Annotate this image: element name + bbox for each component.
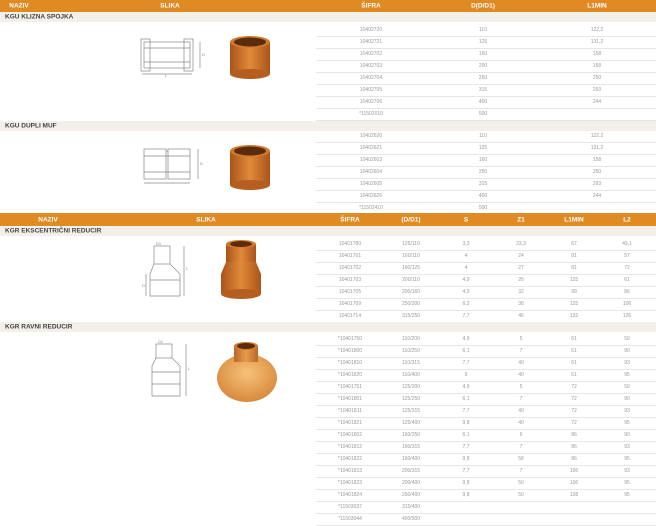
- table-cell: 38: [518, 301, 524, 307]
- table-cell: *10401820: [337, 372, 363, 378]
- svg-text:L: L: [188, 366, 191, 371]
- table-cell: 106: [569, 480, 579, 486]
- table-header: [0, 213, 656, 226]
- table-cell: 93: [624, 468, 630, 474]
- table-cell: *10401750: [337, 336, 363, 342]
- table-cell: 160/125: [401, 265, 421, 271]
- table-cell: 59: [624, 384, 630, 390]
- table-cell: 293: [592, 181, 602, 187]
- table-cell: 6: [519, 432, 523, 438]
- table-cell: 93: [624, 408, 630, 414]
- table-cell: *10401751: [337, 384, 363, 390]
- table-cell: 500: [478, 205, 488, 211]
- table-cell: *10401802: [337, 432, 363, 438]
- table-cell: 10402626: [359, 193, 383, 199]
- table-cell: 10402704: [359, 75, 383, 81]
- table-cell: 40: [518, 420, 524, 426]
- table-cell: 250: [592, 75, 602, 81]
- table-cell: 131,2: [590, 145, 604, 151]
- table-cell: *10401800: [337, 348, 363, 354]
- table-cell: 86: [571, 432, 577, 438]
- table-cell: 160/315: [401, 444, 421, 450]
- table-cell: 110/200: [402, 336, 420, 342]
- table-cell: 244: [592, 99, 602, 105]
- table-cell: *10401811: [338, 408, 362, 414]
- table-cell: 110/250: [402, 348, 420, 354]
- table-cell: 158: [592, 51, 602, 57]
- section-title: KGU DUPLI MUF: [0, 121, 656, 131]
- table-cell: 10401702: [338, 265, 362, 271]
- col-lmin: L1MIN: [564, 216, 584, 223]
- table-cell: 10401701: [338, 253, 362, 259]
- table-cell: 131,2: [590, 39, 604, 45]
- table-cell: 9,8: [462, 480, 470, 486]
- table-cell: 72: [571, 420, 577, 426]
- klizna-spojka-photo: [226, 34, 274, 80]
- table-row: [316, 513, 656, 526]
- table-cell: *10401824: [337, 492, 363, 498]
- col-sifra: ŠIFRA: [361, 2, 381, 10]
- table-cell: 49,1: [622, 241, 632, 247]
- table-cell: 250: [592, 169, 602, 175]
- table-cell: 23,3: [516, 241, 526, 247]
- table-cell: 40: [518, 372, 524, 378]
- table-cell: 9: [464, 372, 468, 378]
- table-cell: 86: [571, 456, 577, 462]
- table-cell: 125: [478, 39, 488, 45]
- table-cell: 10402604: [359, 169, 383, 175]
- table-cell: 72: [571, 384, 577, 390]
- table-cell: 3,3: [462, 241, 470, 247]
- table-cell: 250/200: [401, 301, 421, 307]
- col-d: D(D/D1): [471, 2, 495, 10]
- table-cell: 200/160: [401, 289, 421, 295]
- table-cell: 10402603: [359, 157, 383, 163]
- table-cell: 27: [518, 265, 524, 271]
- table-cell: 7: [519, 396, 523, 402]
- col-z1: Z1: [517, 216, 525, 223]
- col-slika: SLIKA: [160, 2, 180, 10]
- table-cell: 81: [571, 253, 577, 259]
- table-cell: *11503037: [338, 504, 362, 510]
- table-cell: 32: [518, 289, 524, 295]
- ravni-reducir-drawing: [146, 340, 196, 402]
- table-cell: 125: [478, 145, 488, 151]
- table-cell: 9,8: [462, 456, 470, 462]
- table-cell: 10402706: [359, 99, 383, 105]
- table-cell: *10401821: [337, 420, 363, 426]
- table-cell: 61: [624, 277, 630, 283]
- table-cell: 61: [571, 372, 577, 378]
- col-naziv: NAZIV: [9, 2, 29, 10]
- table-cell: 125/200: [401, 384, 421, 390]
- table-cell: 72: [571, 408, 577, 414]
- svg-text:D: D: [202, 52, 205, 57]
- table-cell: 95: [624, 492, 630, 498]
- table-cell: *10401801: [337, 396, 363, 402]
- table-cell: 72: [624, 265, 630, 271]
- table-cell: 26: [518, 277, 524, 283]
- table-cell: 160/400: [401, 456, 421, 462]
- table-cell: 59: [624, 336, 630, 342]
- table-cell: 10401703: [338, 277, 362, 283]
- table-cell: 7: [519, 348, 523, 354]
- table-cell: 61: [571, 348, 577, 354]
- table-cell: *10401823: [337, 480, 363, 486]
- table-cell: 160: [478, 157, 488, 163]
- table-cell: 125: [569, 277, 579, 283]
- table-cell: 132: [569, 313, 579, 319]
- section-title: KGR EKSCENTRIČNI REDUCIR: [0, 226, 656, 236]
- table-cell: 9,8: [462, 420, 470, 426]
- table-cell: 10401780: [338, 241, 362, 247]
- table-cell: 125/400: [401, 420, 421, 426]
- table-cell: 4,9: [462, 336, 470, 342]
- table-cell: 7: [519, 468, 523, 474]
- table-cell: 4,9: [462, 277, 470, 283]
- table-cell: 200: [478, 63, 488, 69]
- table-cell: 95: [624, 480, 630, 486]
- table-cell: 57: [624, 253, 630, 259]
- section-title: KGU KLIZNA SPOJKA: [0, 12, 656, 22]
- col-s: S: [463, 216, 469, 223]
- table-cell: 95: [624, 372, 630, 378]
- table-cell: 10401709: [338, 301, 362, 307]
- col-d: (D/D1): [401, 216, 421, 223]
- table-cell: 200/110: [402, 277, 420, 283]
- table-cell: 400: [478, 99, 488, 105]
- table-cell: 110/400: [402, 372, 420, 378]
- table-cell: 160/250: [401, 432, 421, 438]
- table-cell: 4: [464, 265, 468, 271]
- table-cell: 7,7: [462, 313, 470, 319]
- table-cell: 244: [592, 193, 602, 199]
- klizna-spojka-drawing: [138, 36, 210, 78]
- svg-text:L: L: [186, 266, 189, 271]
- table-cell: 4,9: [462, 384, 470, 390]
- table-cell: 6,1: [462, 348, 470, 354]
- table-cell: 110: [479, 27, 487, 33]
- table-cell: 93: [624, 360, 630, 366]
- table-cell: *11502010: [359, 111, 383, 117]
- col-naziv: NAZIV: [38, 216, 58, 223]
- table-cell: 7,7: [462, 408, 470, 414]
- table-cell: 81: [571, 265, 577, 271]
- table-cell: 125/315: [401, 408, 421, 414]
- table-cell: 93: [624, 444, 630, 450]
- dupli-muf-drawing: [140, 145, 212, 187]
- ravni-reducir-photo: [214, 340, 280, 404]
- table-cell: 40: [518, 408, 524, 414]
- table-cell: 6,1: [462, 432, 470, 438]
- table-cell: 160: [478, 51, 488, 57]
- table-cell: 58: [518, 456, 524, 462]
- col-sifra: ŠIFRA: [340, 216, 360, 223]
- table-cell: 5: [519, 336, 523, 342]
- table-cell: 500: [478, 111, 488, 117]
- table-cell: *10401810: [337, 360, 363, 366]
- table-cell: 110: [479, 133, 487, 139]
- svg-text:D1: D1: [156, 241, 162, 246]
- table-cell: 86: [571, 444, 577, 450]
- table-cell: 46: [518, 313, 524, 319]
- table-cell: 122,2: [590, 27, 604, 33]
- table-cell: *11503044: [338, 516, 362, 522]
- table-cell: 125/110: [402, 241, 420, 247]
- table-cell: 10401714: [338, 313, 362, 319]
- table-cell: 24: [518, 253, 524, 259]
- table-cell: 10402621: [359, 145, 383, 151]
- table-cell: 10402703: [359, 63, 383, 69]
- table-cell: 125/250: [401, 396, 421, 402]
- table-cell: *10401813: [337, 468, 363, 474]
- table-cell: 6,2: [462, 301, 470, 307]
- table-cell: 9,8: [462, 492, 470, 498]
- table-cell: 6,1: [462, 396, 470, 402]
- table-cell: 72: [571, 396, 577, 402]
- svg-text:D: D: [142, 283, 145, 288]
- table-cell: 200/400: [401, 480, 421, 486]
- table-cell: 315/250: [401, 313, 421, 319]
- table-cell: 315: [478, 87, 488, 93]
- svg-text:D: D: [200, 161, 203, 166]
- table-cell: 50: [518, 480, 524, 486]
- table-cell: *11502410: [359, 205, 383, 211]
- section-title: KGR RAVNI REDUCIR: [0, 322, 656, 332]
- table-cell: 99: [571, 289, 577, 295]
- table-cell: 400: [478, 193, 488, 199]
- table-cell: 250: [478, 75, 488, 81]
- dupli-muf-photo: [226, 143, 274, 191]
- table-cell: 5: [519, 384, 523, 390]
- table-cell: 106: [569, 468, 579, 474]
- table-cell: 4: [464, 253, 468, 259]
- table-cell: 4,9: [462, 289, 470, 295]
- table-cell: 122,2: [590, 133, 604, 139]
- table-cell: 67: [571, 241, 577, 247]
- table-cell: 106: [622, 301, 632, 307]
- table-cell: 400/500: [401, 516, 421, 522]
- svg-text:L: L: [165, 73, 168, 78]
- table-cell: 10402605: [359, 181, 383, 187]
- table-cell: 95: [624, 456, 630, 462]
- ekscentricni-reducir-drawing: [142, 240, 196, 302]
- table-cell: 7,7: [462, 444, 470, 450]
- table-cell: 158: [592, 63, 602, 69]
- table-header: [0, 0, 656, 12]
- table-cell: 40: [518, 360, 524, 366]
- table-cell: 61: [571, 336, 577, 342]
- table-cell: 10401705: [338, 289, 362, 295]
- table-cell: 7: [519, 444, 523, 450]
- table-cell: 95: [624, 420, 630, 426]
- ekscentricni-reducir-photo: [218, 238, 264, 302]
- table-cell: 7,7: [462, 468, 470, 474]
- table-cell: 10402702: [359, 51, 383, 57]
- table-cell: 158: [592, 157, 602, 163]
- table-cell: 7,7: [462, 360, 470, 366]
- table-cell: 126: [622, 313, 632, 319]
- table-cell: 50: [518, 492, 524, 498]
- table-cell: 10402720: [359, 27, 383, 33]
- table-cell: 10402620: [359, 133, 383, 139]
- table-cell: 10402705: [359, 87, 383, 93]
- table-cell: 315: [478, 181, 488, 187]
- table-cell: 86: [624, 289, 630, 295]
- table-cell: 138: [569, 492, 579, 498]
- table-cell: 250: [478, 169, 488, 175]
- svg-text:D1: D1: [158, 340, 164, 344]
- table-row: [316, 108, 656, 121]
- table-cell: 250/400: [401, 492, 421, 498]
- table-cell: 110/315: [402, 360, 420, 366]
- table-cell: 160/110: [402, 253, 420, 259]
- table-cell: *10401812: [337, 444, 363, 450]
- col-slika: SLIKA: [196, 216, 216, 223]
- col-lmin: L1MIN: [587, 2, 607, 10]
- table-cell: 293: [592, 87, 602, 93]
- table-cell: 125: [569, 301, 579, 307]
- col-l2: L2: [623, 216, 631, 223]
- table-cell: 10402721: [359, 39, 383, 45]
- table-cell: 200/315: [401, 468, 421, 474]
- table-cell: 90: [624, 396, 630, 402]
- table-cell: 315/400: [401, 504, 421, 510]
- table-cell: 61: [571, 360, 577, 366]
- table-cell: 90: [624, 432, 630, 438]
- table-cell: *10401822: [337, 456, 363, 462]
- table-cell: 90: [624, 348, 630, 354]
